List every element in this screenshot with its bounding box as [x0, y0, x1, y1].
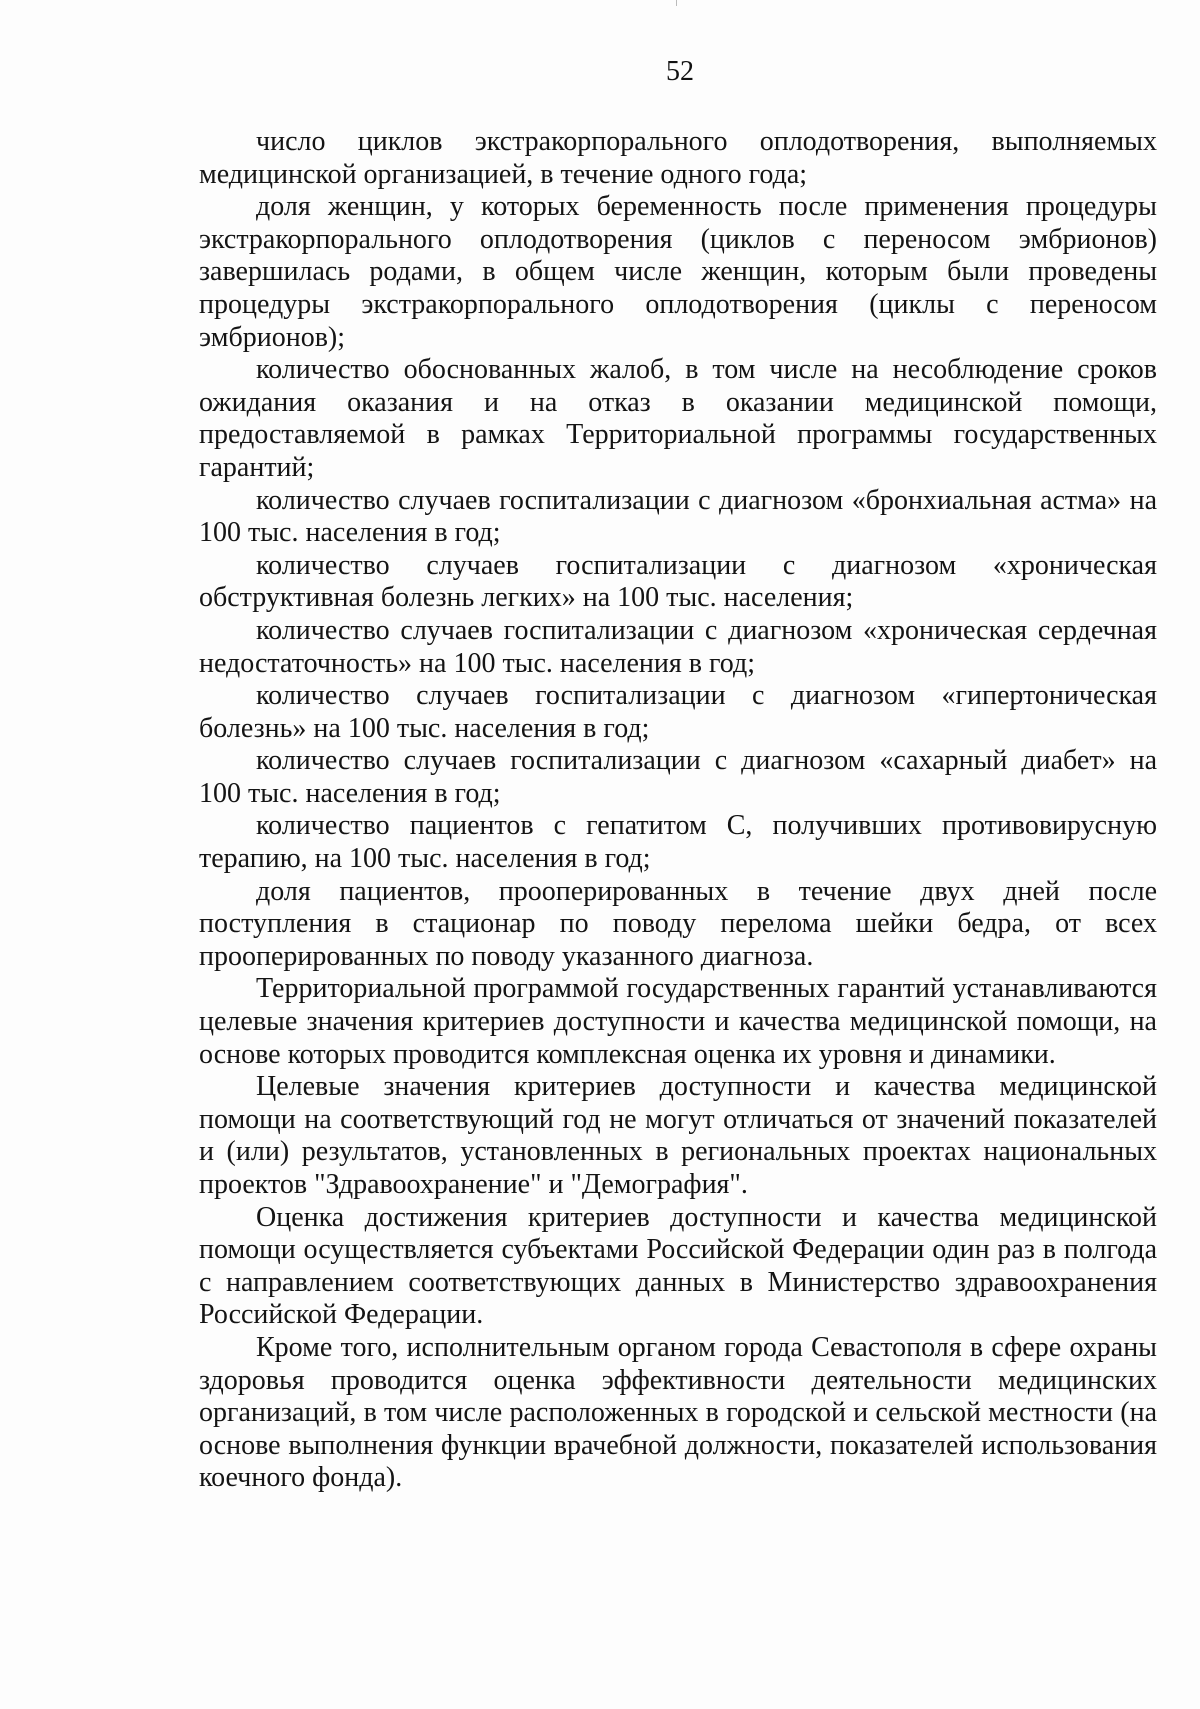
- paragraph-diabetes: количество случаев госпитализации с диагнозом «сахарный диабет» на 100 тыс. населения в год;: [199, 745, 1157, 809]
- page-number: 52: [666, 56, 694, 87]
- scan-artifact: [676, 0, 677, 6]
- paragraph-target-values: Территориальной программой государственных гарантий устанавливаются целевые значения критериев доступности и качества медицинской помощи, на основе которых проводится комплексная оценка их уровня и динамики.: [199, 973, 1157, 1070]
- paragraph-asthma: количество случаев госпитализации с диагнозом «бронхиальная астма» на 100 тыс. населения в год;: [199, 484, 1157, 549]
- paragraph-copd: количество случаев госпитализации с диагнозом «хроническая обструктивная болезнь легких» на 100 тыс. населения;: [199, 549, 1157, 614]
- paragraph-hypertension: количество случаев госпитализации с диагнозом «гипертоническая болезнь» на 100 тыс. населения в год;: [199, 680, 1157, 744]
- paragraph-ivf-cycles: число циклов экстракорпорального оплодотворения, выполняемых медицинской организацией, в течение одного года;: [199, 126, 1157, 190]
- paragraph-national-projects: Целевые значения критериев доступности и качества медицинской помощи на соответствующий год не могут отличаться от значений показателей и (или) результатов, установленных в региональных проектах национальных проектов "Здравоохранение" и "Демография".: [199, 1071, 1157, 1200]
- paragraph-complaints: количество обоснованных жалоб, в том числе на несоблюдение сроков ожидания оказания и на отказ в оказании медицинской помощи, предоставляемой в рамках Территориальной программы государственных гарантий;: [199, 354, 1157, 483]
- document-body: [199, 126, 1157, 1495]
- paragraph-hip-fracture: доля пациентов, прооперированных в течение двух дней после поступления в стационар по поводу перелома шейки бедра, от всех прооперированных по поводу указанного диагноза.: [199, 875, 1157, 972]
- paragraph-sevastopol: Кроме того, исполнительным органом города Севастополя в сфере охраны здоровья проводится оценка эффективности деятельности медицинских организаций, в том числе расположенных в городской и сельской местности (на основе выполнения функции врачебной должности, показателей использования коечного фонда).: [199, 1331, 1157, 1494]
- paragraph-assessment: Оценка достижения критериев доступности и качества медицинской помощи осуществляется субъектами Российской Федерации один раз в полгода с направлением соответствующих данных в Министерство здравоохранения Российской Федерации.: [199, 1201, 1157, 1331]
- paragraph-ivf-births: доля женщин, у которых беременность после применения процедуры экстракорпорального оплодотворения (циклов с переносом эмбрионов) завершилась родами, в общем числе женщин, которым были проведены процедуры экстракорпорального оплодотворения (циклы с переносом эмбрионов);: [199, 191, 1157, 353]
- paragraph-heart-failure: количество случаев госпитализации с диагнозом «хроническая сердечная недостаточность» на 100 тыс. населения в год;: [199, 614, 1157, 679]
- paragraph-hepatitis-c: количество пациентов с гепатитом С, получивших противовирусную терапию, на 100 тыс. населения в год;: [199, 810, 1157, 875]
